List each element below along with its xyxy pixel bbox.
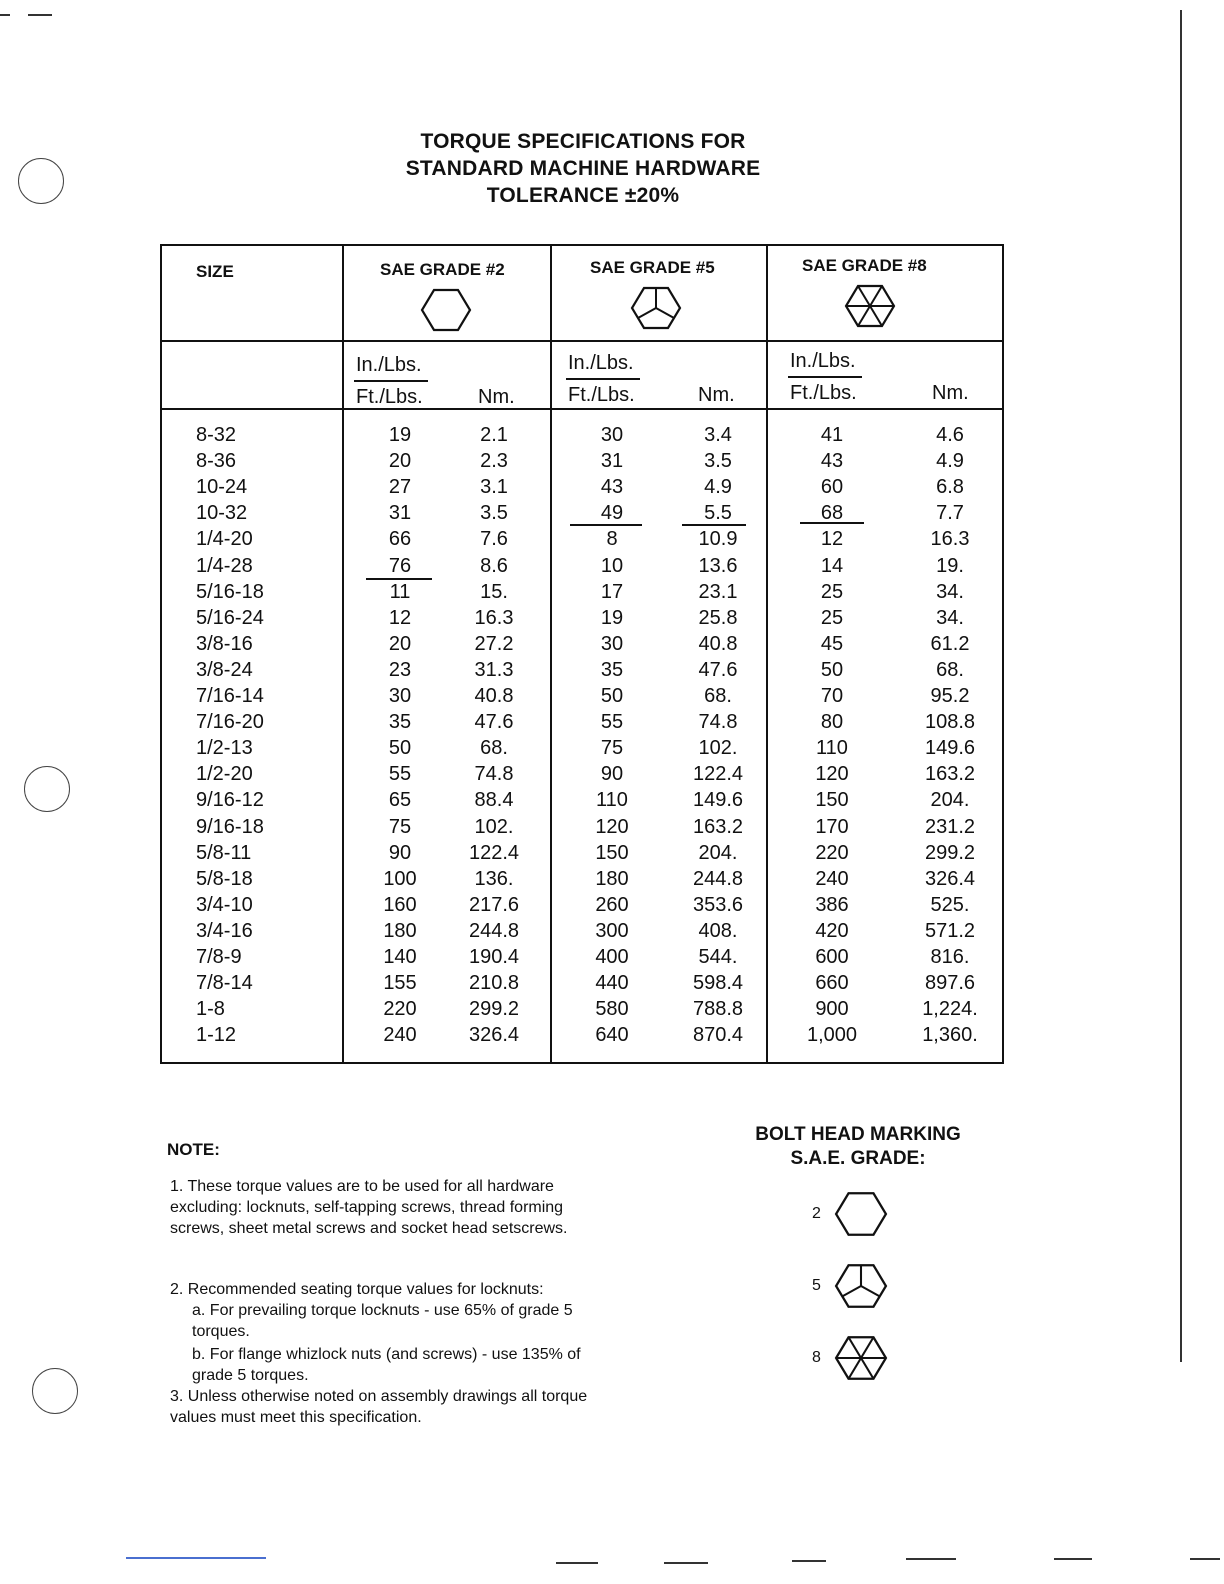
grade-5-ft-cell: 90 [600,763,624,786]
grade-5-ft-cell: 120 [595,815,629,838]
grade-8-nm-cell: 1,224. [922,998,978,1021]
size-header: SIZE [196,262,234,281]
scan-mark [664,1562,708,1564]
scan-mark [126,1557,266,1559]
hexagon-three-lines-icon [834,1263,888,1309]
grade-2-ft-cell: 220 [383,998,417,1021]
grade-8-nm-cell: 816. [930,946,970,968]
grade-5-nm-cell: 4.9 [704,476,732,499]
note-item-3: 3. Unless otherwise noted on assembly drawings all torque values must meet this specification. [170,1388,588,1426]
grade-5-nm-cell: 788.8 [692,998,744,1021]
grade-2-nm-cell: 3.1 [480,476,508,499]
grade-2-nm-cell: 190.4 [468,946,520,968]
grade-5-nm-cell: 68. [704,685,732,707]
grade-8-nm-cell: 34. [936,606,964,629]
grade-5-ft-cell: 260 [595,893,629,916]
table-divider [766,246,768,1062]
grade-8-nm-cell: 231.2 [924,815,976,838]
grade-5-nm-cell: 204. [698,841,738,864]
grade-8-nm-cell: 571.2 [924,919,976,942]
size-cell: 5/8-18 [196,867,253,890]
grade-5-nm-cell: 353.6 [692,893,744,916]
grade-2-ft-cell: 140 [383,946,417,968]
grade-8-nm: Nm. [932,382,969,404]
grade-2-header: SAE GRADE #2 [380,260,505,279]
size-cell: 5/16-24 [196,606,264,629]
table-divider [162,408,1002,410]
size-cell: 10-32 [196,502,248,525]
grade-2-ft-cell: 50 [388,737,412,760]
grade-5-nm-cell: 74.8 [698,711,738,734]
grade-5-nm-cell: 598.4 [692,972,744,995]
grade-2-nm-cell: 217.6 [468,893,520,916]
grade-2-ft-cell: 55 [388,763,412,786]
grade-2-ft-cell: 35 [388,711,412,734]
size-cell: 3/8-16 [196,632,253,655]
grade-2-ft-cell: 65 [388,789,412,812]
bolt-grade-8 [812,1332,888,1384]
grade-2-nm-cell: 47.6 [474,711,514,734]
grade-2-nm-cell: 136. [474,867,514,890]
grade-2-ft-cell: 160 [383,893,417,916]
grade-2-nm-cell: 102. [474,815,514,838]
unit-divider [566,378,640,380]
grade-2-nm-cell: 68. [480,737,508,760]
grade-5-nm-cell: 408. [698,919,738,942]
grade-2-nm: Nm. [478,386,515,408]
note-item-2b: b. For flange whizlock nuts (and screws) - use 135% of grade 5 torques. [192,1346,581,1384]
grade-2-ft-cell: 66 [388,528,412,551]
grade-5-nm: Nm. [698,384,735,406]
grade-8-nm-cell: 7.7 [936,502,964,525]
grade-2-nm-cell: 40.8 [474,685,514,707]
grade-5-ft-cell: 35 [600,658,624,681]
grade-5-nm-cell: 122.4 [692,763,744,786]
grade-8-ft-cell: 600 [815,946,849,968]
grade-5-ft-cell: 75 [600,737,624,760]
scan-mark [0,14,10,16]
unit-divider [354,380,428,382]
grade-5-ft-lbs: Ft./Lbs. [568,384,635,406]
grade-2-in-lbs: In./Lbs. [356,354,422,376]
note-item-2: 2. Recommended seating torque values for locknuts: [170,1281,544,1298]
grade-2-ft-cell: 19 [388,424,412,446]
grade-5-nm-cell: 47.6 [698,658,738,681]
grade-2-nm-cell: 8.6 [480,554,508,577]
scan-mark [28,14,52,16]
grade-2-nm-cell: 299.2 [468,998,520,1021]
bolt-grade-number: 8 [812,1349,821,1366]
grade-8-ft-cell: 14 [820,554,844,577]
grade-2-nm-cell: 31.3 [474,658,514,681]
grade-5-ft-cell: 580 [595,998,629,1021]
grade-5-ft-cell: 30 [600,424,624,446]
binder-hole [18,158,64,204]
grade-2-ft-cell: 240 [383,1024,417,1047]
grade-5-nm-cell: 163.2 [692,815,744,838]
grade-8-nm-cell: 95.2 [930,685,970,707]
grade-8-nm-cell: 19. [936,554,964,577]
grade-8-nm-cell: 326.4 [924,867,976,890]
grade-5-nm-cell: 13.6 [698,554,738,577]
grade-8-nm-cell: 1,360. [922,1024,978,1047]
bolt-head-line-1: BOLT HEAD MARKING [755,1124,961,1145]
size-cell: 8-32 [196,424,237,446]
grade-8-nm-cell: 34. [936,580,964,603]
grade-5-nm-cell: 10.9 [698,528,738,551]
size-cell: 5/8-11 [196,841,252,864]
grade-2-nm-cell: 122.4 [468,841,520,864]
grade-8-ft-cell: 220 [815,841,849,864]
grade-8-nm-cell: 163.2 [924,763,976,786]
scan-mark [906,1558,956,1560]
grade-2-nm-cell: 7.6 [480,528,508,551]
grade-2-nm-cell: 2.3 [480,450,508,473]
size-cell: 9/16-18 [196,815,264,838]
grade-5-in-lbs: In./Lbs. [568,352,634,374]
grade-5-ft-cell: 30 [600,632,624,655]
document-title [300,128,866,209]
grade-5-ft-cell: 43 [600,476,624,499]
grade-5-ft-cell: 31 [600,450,624,473]
grade-5-nm-cell: 544. [698,946,738,968]
grade-8-nm-cell: 149.6 [924,737,976,760]
grade-5-nm-cell: 870.4 [692,1024,744,1047]
binder-hole [24,766,70,812]
grade-2-ft-cell: 76 [388,554,412,577]
size-cell: 10-24 [196,476,248,499]
title-line-1: TORQUE SPECIFICATIONS FOR [420,130,746,153]
grade-8-nm-cell: 4.9 [936,450,964,473]
grade-5-ft-cell: 400 [595,946,629,968]
scan-mark [556,1562,598,1564]
grade-2-nm-cell: 210.8 [468,972,520,995]
grade-5-ft-cell: 49 [600,502,624,525]
grade-8-ft-lbs: Ft./Lbs. [790,382,857,404]
size-cell: 7/16-14 [196,685,264,707]
note-item-1: 1. These torque values are to be used for all hardware excluding: locknuts, self-tapping screws, thread forming screws, sheet metal screws and socket head setscrews. [170,1178,568,1237]
bolt-head-marking-title [700,1123,1016,1171]
grade-2-nm-cell: 3.5 [480,502,508,525]
bolt-grade-2 [812,1188,888,1240]
table-divider [550,246,552,1062]
grade-2-ft-cell: 27 [388,476,412,499]
grade-8-nm-cell: 4.6 [936,424,964,446]
grade-2-ft-cell: 155 [383,972,417,995]
grade-5-nm-cell: 3.5 [704,450,732,473]
size-cell: 1/2-20 [196,763,253,786]
grade-5-ft-cell: 180 [595,867,629,890]
bolt-grade-number: 2 [812,1205,821,1222]
grade-5-ft-cell: 300 [595,919,629,942]
grade-8-nm-cell: 68. [936,658,964,681]
size-cell: 7/8-14 [196,972,253,995]
note-item-2a: a. For prevailing torque locknuts - use 65% of grade 5 torques. [192,1302,573,1340]
grade-8-nm-cell: 204. [930,789,970,812]
grade-5-nm-cell: 244.8 [692,867,744,890]
grade-2-nm-cell: 2.1 [480,424,508,446]
grade-2-ft-cell: 180 [383,919,417,942]
size-cell: 1-8 [196,998,225,1021]
scan-mark [1054,1558,1092,1560]
grade-5-nm-cell: 3.4 [704,424,732,446]
grade-2-ft-cell: 30 [388,685,412,707]
grade-5-ft-cell: 110 [596,789,628,812]
size-cell: 7/16-20 [196,711,264,734]
grade-2-ft-cell: 12 [388,606,412,629]
grade-2-ft-cell: 31 [388,502,412,525]
grade-5-nm-cell: 40.8 [698,632,738,655]
grade-8-in-lbs: In./Lbs. [790,350,856,372]
hexagon-six-lines-icon [834,1335,888,1381]
grade-8-ft-cell: 110 [816,737,848,760]
grade-5-ft-cell: 50 [600,685,624,707]
title-line-2: STANDARD MACHINE HARDWARE [405,157,761,180]
grade-8-ft-cell: 240 [815,867,849,890]
grade-2-nm-cell: 88.4 [474,789,514,812]
grade-8-ft-cell: 120 [815,763,849,786]
grade-5-header: SAE GRADE #5 [590,258,715,277]
grade-5-ft-cell: 640 [595,1024,629,1047]
grade-8-ft-cell: 60 [820,476,844,499]
grade-8-ft-cell: 386 [815,893,849,916]
size-cell: 1/2-13 [196,737,253,760]
hexagon-plain-icon [834,1191,888,1237]
size-cell: 1-12 [196,1024,237,1047]
grade-5-nm-cell: 5.5 [704,502,732,525]
grade-8-nm-cell: 525. [930,893,970,916]
hexagon-six-lines-icon [844,284,896,328]
size-cell: 5/16-18 [196,580,264,603]
grade-8-ft-cell: 900 [815,998,849,1021]
size-cell: 1/4-28 [196,554,253,577]
grade-2-nm-cell: 74.8 [474,763,514,786]
grade-5-ft-cell: 440 [595,972,629,995]
size-cell: 3/4-10 [196,893,253,916]
grade-8-nm-cell: 6.8 [936,476,964,499]
grade-2-nm-cell: 244.8 [468,919,520,942]
grade-2-nm-cell: 326.4 [468,1024,520,1047]
grade-2-ft-lbs: Ft./Lbs. [356,386,423,408]
grade-5-ft-cell: 19 [600,606,624,629]
grade-8-nm-cell: 16.3 [930,528,970,551]
torque-table [160,244,1004,1064]
scan-mark [792,1560,826,1562]
grade-5-ft-cell: 17 [600,580,624,603]
grade-8-ft-cell: 45 [820,632,844,655]
grade-8-nm-cell: 299.2 [924,841,976,864]
size-cell: 3/4-16 [196,919,253,942]
grade-5-nm-cell: 102. [698,737,738,760]
grade-8-ft-cell: 150 [815,789,849,812]
grade-5-nm-cell: 23.1 [698,580,738,603]
grade-5-nm-cell: 25.8 [698,606,738,629]
grade-5-nm-cell: 149.6 [692,789,744,812]
grade-2-ft-cell: 20 [388,450,412,473]
grade-2-ft-cell: 23 [388,658,412,681]
bolt-grade-number: 5 [812,1277,821,1294]
bolt-head-line-2: S.A.E. GRADE: [790,1148,926,1169]
binder-hole [32,1368,78,1414]
grade-8-nm-cell: 108.8 [924,711,976,734]
table-divider [162,340,1002,342]
size-cell: 1/4-20 [196,528,253,551]
grade-8-ft-cell: 25 [820,606,844,629]
grade-5-ft-cell: 55 [600,711,624,734]
grade-2-ft-cell: 20 [388,632,412,655]
grade-8-ft-cell: 68 [820,502,844,525]
title-line-3: TOLERANCE ±20% [486,184,680,207]
grade-2-nm-cell: 15. [480,580,508,603]
hexagon-three-lines-icon [630,286,682,330]
grade-8-ft-cell: 170 [815,815,849,838]
grade-2-nm-cell: 27.2 [474,632,514,655]
grade-2-ft-cell: 90 [388,841,412,864]
grade-8-ft-cell: 12 [820,528,844,551]
size-cell: 8-36 [196,450,237,473]
grade-8-nm-cell: 61.2 [930,632,970,655]
page-edge-line [1180,10,1182,1362]
grade-8-header: SAE GRADE #8 [802,256,927,275]
scan-mark [1190,1558,1220,1560]
note-heading: NOTE: [167,1140,220,1159]
grade-8-ft-cell: 70 [820,685,844,707]
grade-8-ft-cell: 25 [820,580,844,603]
size-cell: 7/8-9 [196,946,242,968]
unit-divider [788,376,862,378]
grade-8-ft-cell: 660 [815,972,849,995]
grade-8-ft-cell: 1,000 [806,1024,858,1047]
grade-2-ft-cell: 75 [388,815,412,838]
size-cell: 3/8-24 [196,658,253,681]
grade-8-ft-cell: 41 [820,424,844,446]
grade-8-ft-cell: 43 [820,450,844,473]
grade-5-ft-cell: 150 [595,841,629,864]
grade-8-ft-cell: 420 [815,919,849,942]
grade-5-ft-cell: 10 [600,554,624,577]
grade-8-nm-cell: 897.6 [924,972,976,995]
bolt-grade-5 [812,1260,888,1312]
hexagon-plain-icon [420,288,472,332]
size-cell: 9/16-12 [196,789,264,812]
grade-2-nm-cell: 16.3 [474,606,514,629]
grade-5-ft-cell: 8 [606,528,618,551]
grade-8-ft-cell: 50 [820,658,844,681]
grade-8-ft-cell: 80 [820,711,844,734]
grade-2-ft-cell: 11 [389,580,411,603]
grade-2-ft-cell: 100 [383,867,417,890]
table-divider [342,246,344,1062]
